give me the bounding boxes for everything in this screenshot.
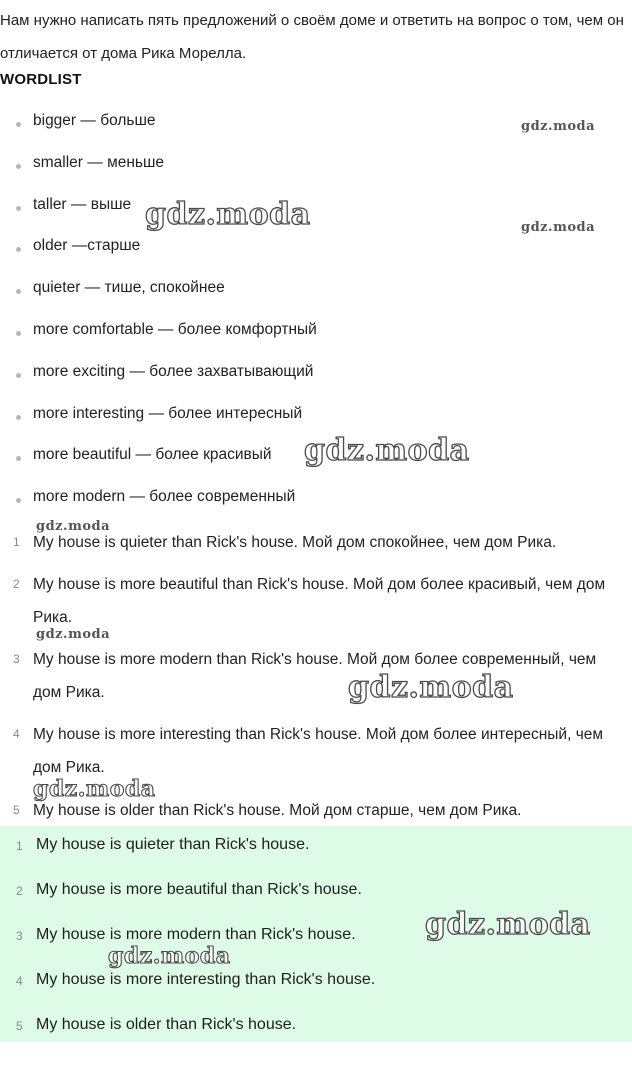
bullet-icon <box>16 415 21 420</box>
wordlist-heading: WORDLIST <box>0 71 82 88</box>
bullet-icon <box>16 122 21 127</box>
bullet-icon <box>16 456 21 461</box>
bullet-icon <box>16 289 21 294</box>
watermark: gdz.moda <box>33 776 156 802</box>
bullet-icon <box>16 206 21 211</box>
list-item: bigger — больше <box>0 112 317 154</box>
bullet-icon <box>16 164 21 169</box>
bullet-icon <box>16 373 21 378</box>
watermark: gdz.moda <box>36 519 111 534</box>
list-item: more modern — более современный <box>0 488 317 530</box>
list-item: quieter — тише, спокойнее <box>0 279 317 321</box>
list-item: smaller — меньше <box>0 154 317 196</box>
watermark: gdz.moda <box>36 627 111 642</box>
bullet-icon <box>16 247 21 252</box>
list-item: more interesting — более интересный <box>0 405 317 447</box>
list-item: more exciting — более захватывающий <box>0 363 317 405</box>
watermark: gdz.moda <box>145 197 311 232</box>
watermark: gdz.moda <box>521 119 596 134</box>
list-item: older —старше <box>0 237 317 279</box>
list-item: more comfortable — более комфортный <box>0 321 317 363</box>
watermark: gdz.moda <box>108 943 231 969</box>
answer-list: 1 My house is quieter than Rick's house. 2 My house is more beautiful than Rick's house. 3 My house is more modern than Rick's house. 4 My house is more interesting than Rick's house. 5 My house is older than Rick's house. <box>0 826 632 1042</box>
bullet-icon <box>16 498 21 503</box>
watermark: gdz.moda <box>348 670 514 705</box>
bullet-icon <box>16 331 21 336</box>
list-item: taller — выше <box>0 196 317 238</box>
watermark: gdz.moda <box>425 907 591 942</box>
intro-paragraph: Нам нужно написать пять предложений о своём доме и ответить на вопрос о том, чем он отличается от дома Рика Морелла. <box>0 12 624 62</box>
wordlist <box>0 112 317 530</box>
watermark: gdz.moda <box>521 220 596 235</box>
watermark: gdz.moda <box>304 433 470 468</box>
list-item: more beautiful — более красивый <box>0 446 317 488</box>
